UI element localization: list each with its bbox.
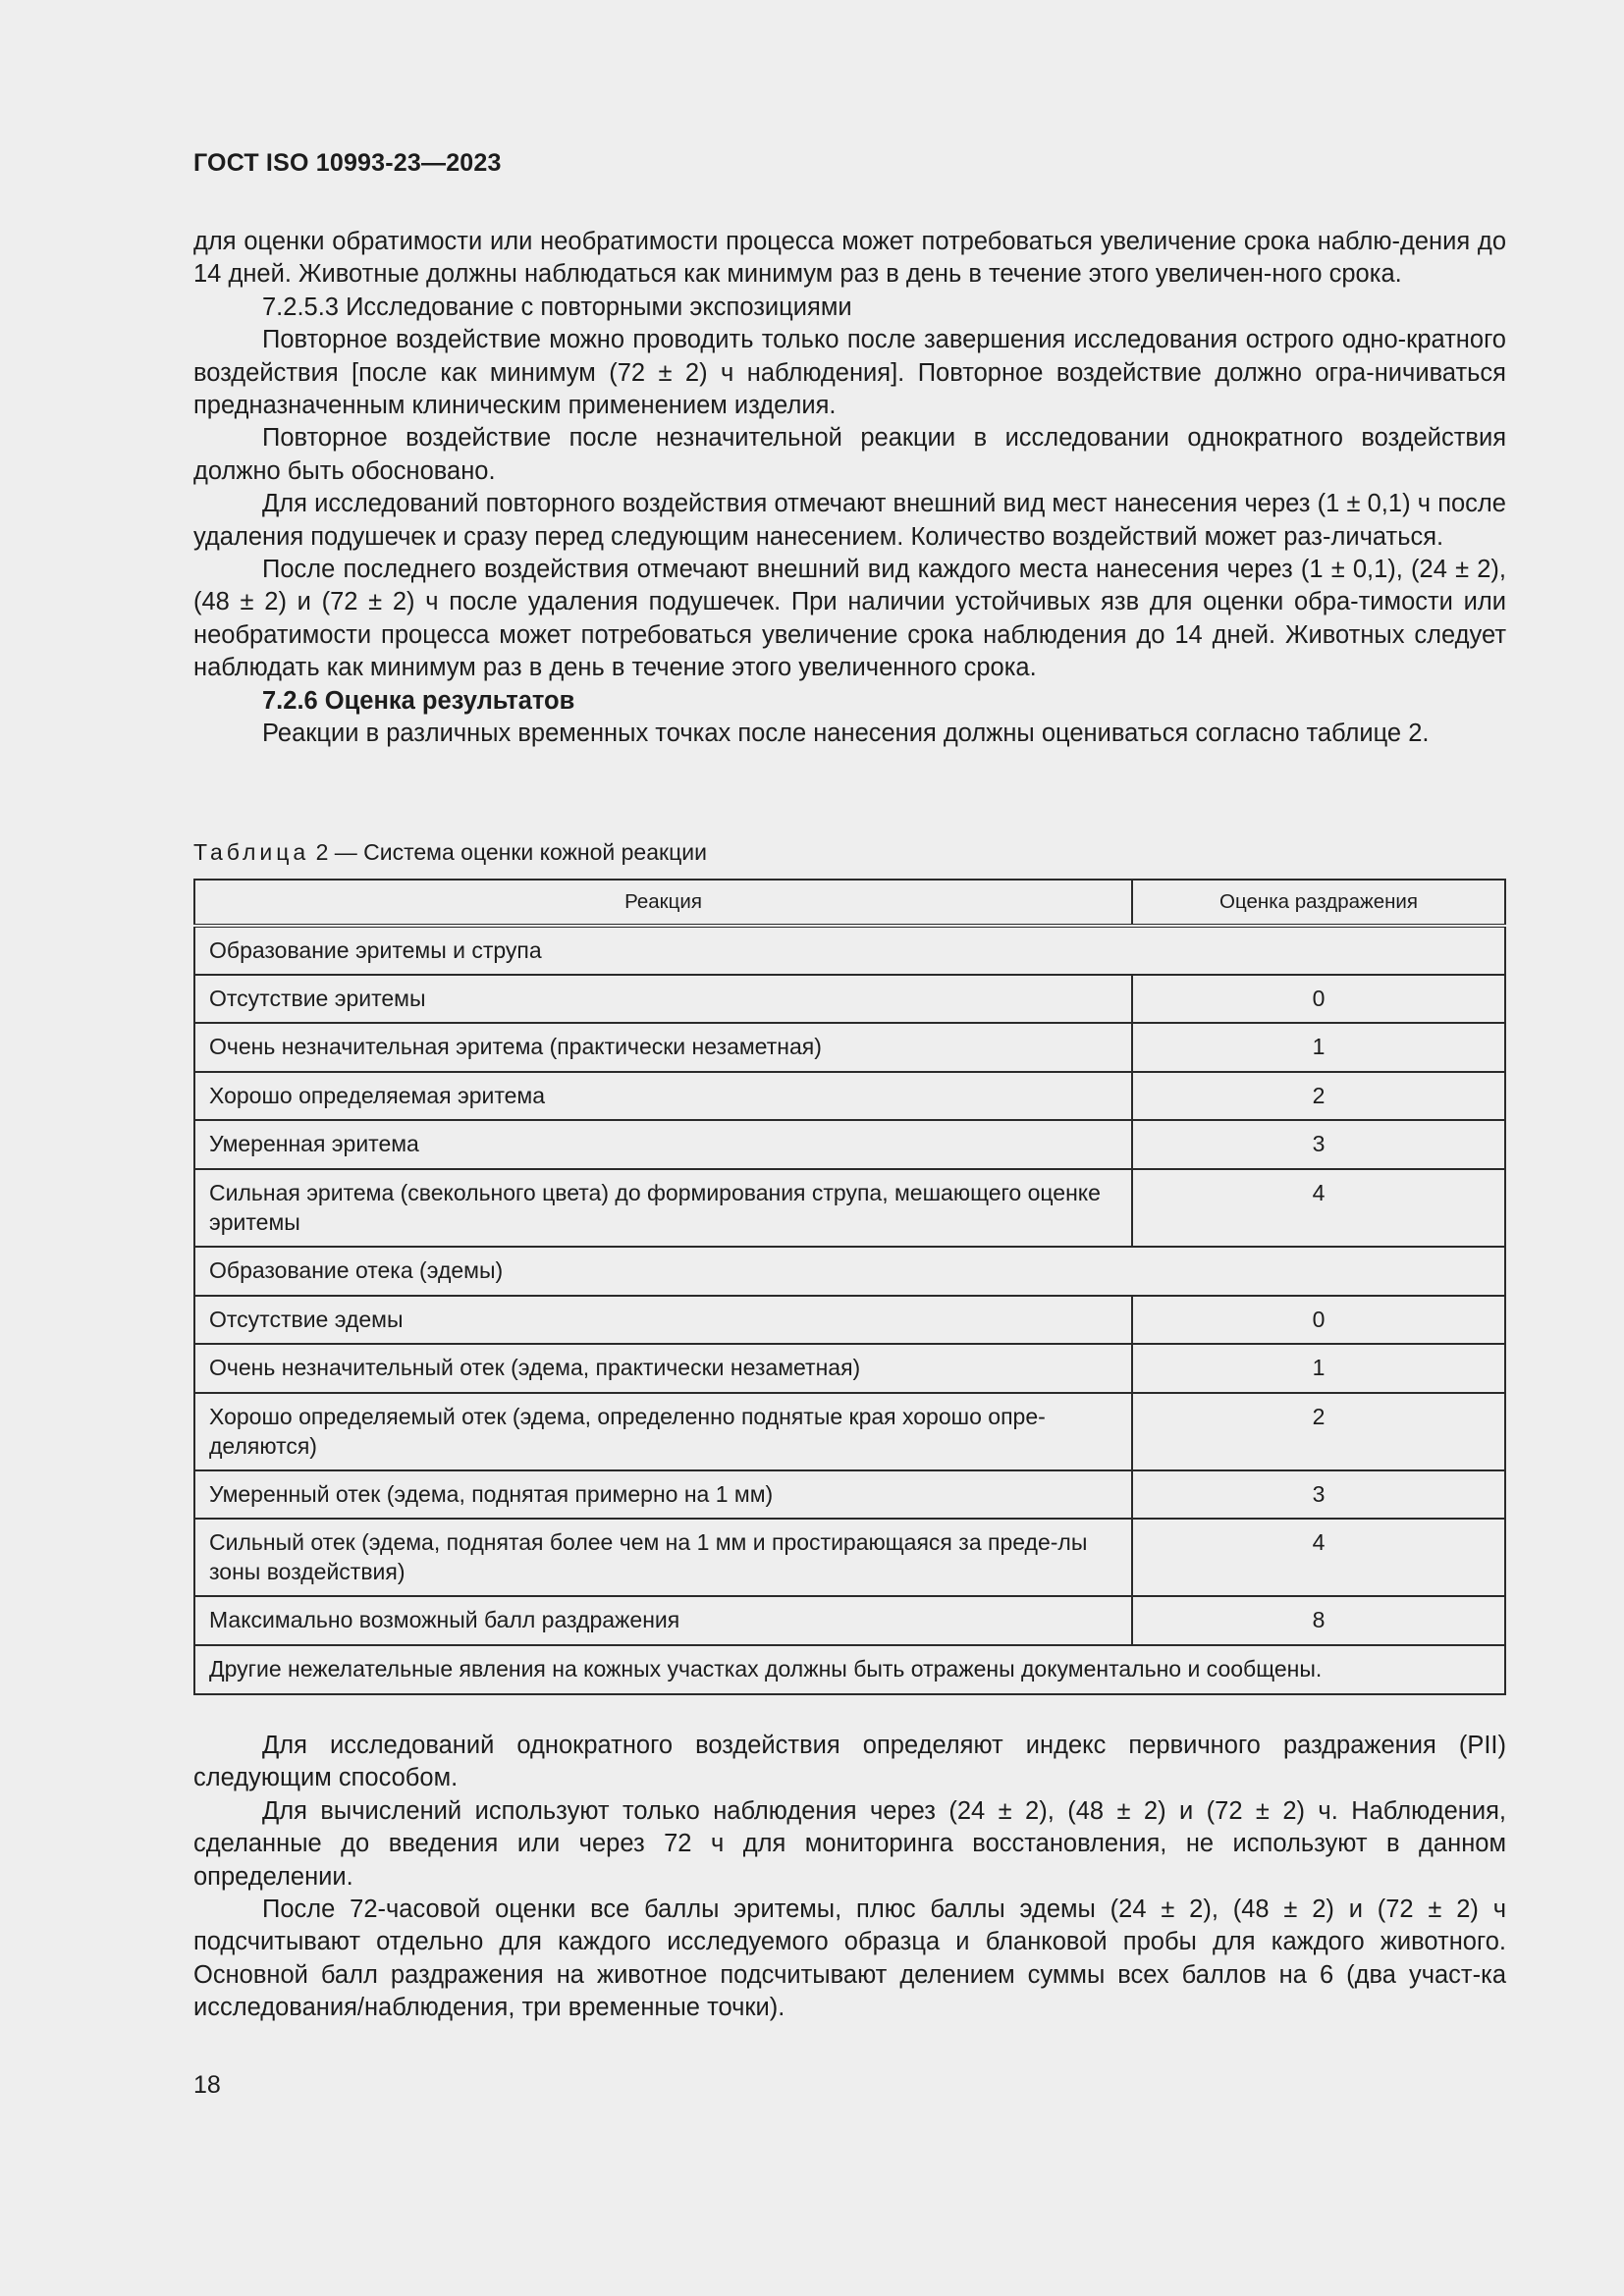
- score-cell: 1: [1132, 1023, 1505, 1072]
- paragraph: После последнего воздействия отмечают внешний вид каждого места нанесения через (1 ± 0,1), (24 ± 2), (48 ± 2) и (72 ± 2) ч после удаления подушечек. При наличии устойчивых язв для оценки обра-тимости или необратимости процесса может потребоваться увеличение срока наблюдения до 14 дней. Животных следует наблюдать как минимум раз в день в течение этого увеличенного срока.: [193, 556, 1506, 682]
- table-footer-row: [194, 1645, 1505, 1694]
- reaction-cell: Умеренная эритема: [194, 1120, 1132, 1169]
- paragraph: Для исследований однократного воздействия определяют индекс первичного раздражения (PII) следующим способом.: [193, 1732, 1506, 1792]
- reaction-cell: Отсутствие эритемы: [194, 975, 1132, 1024]
- score-cell: 4: [1132, 1169, 1505, 1247]
- table-caption: [193, 837, 707, 867]
- table-group-row: [194, 1247, 1505, 1296]
- reaction-cell: Очень незначительный отек (эдема, практически незаметная): [194, 1344, 1132, 1393]
- table-row: [194, 1393, 1505, 1470]
- table-row: [194, 1072, 1505, 1121]
- table-row: [194, 1169, 1505, 1247]
- table-header-row: [194, 880, 1505, 926]
- table-row: [194, 1519, 1505, 1596]
- section-heading-7-2-5-3: 7.2.5.3 Исследование с повторными экспозициями: [262, 293, 852, 321]
- reaction-cell: Хорошо определяемый отек (эдема, определенно поднятые края хорошо опре-деляются): [194, 1393, 1132, 1470]
- paragraph: Повторное воздействие можно проводить только после завершения исследования острого одно-кратного воздействия [после как минимум (72 ± 2) ч наблюдения]. Повторное воздействие должно огра-ничиваться предназначенным клиническим применением изделия.: [193, 326, 1506, 420]
- body-text-top: [193, 226, 1506, 751]
- reaction-cell: Сильная эритема (свекольного цвета) до формирования струпа, мешающего оценке эритемы: [194, 1169, 1132, 1247]
- paragraph: Реакции в различных временных точках после нанесения должны оцениваться согласно таблице 2.: [262, 720, 1430, 748]
- table-row-max-score: [194, 1596, 1505, 1645]
- skin-reaction-scoring-table: [193, 879, 1506, 1695]
- paragraph: Повторное воздействие после незначительной реакции в исследовании однократного воздействия должно быть обосновано.: [193, 424, 1506, 485]
- score-cell: 2: [1132, 1072, 1505, 1121]
- max-score-label: Максимально возможный балл раздражения: [194, 1596, 1132, 1645]
- table-row: [194, 1023, 1505, 1072]
- table-footer-note: Другие нежелательные явления на кожных участках должны быть отражены документально и сообщены.: [194, 1645, 1505, 1694]
- table-row: [194, 1470, 1505, 1520]
- paragraph: Для вычислений используют только наблюдения через (24 ± 2), (48 ± 2) и (72 ± 2) ч. Наблюдения, сделанные до введения или через 72 ч для мониторинга восстановления, не используют в данном определении.: [193, 1796, 1506, 1891]
- table-row: [194, 1120, 1505, 1169]
- score-cell: 2: [1132, 1393, 1505, 1470]
- section-heading-7-2-6: 7.2.6 Оценка результатов: [262, 686, 575, 715]
- table-caption-text: 2 — Система оценки кожной реакции: [315, 839, 707, 865]
- score-cell: 1: [1132, 1344, 1505, 1393]
- max-score-value: 8: [1132, 1596, 1505, 1645]
- table-row: [194, 1344, 1505, 1393]
- paragraph: для оценки обратимости или необратимости процесса может потребоваться увеличение срока наблю-дения до 14 дней. Животные должны наблюдаться как минимум раз в день в течение этого увеличен-ного срока.: [193, 228, 1506, 289]
- group-label-edema: Образование отека (эдемы): [194, 1247, 1505, 1296]
- reaction-cell: Хорошо определяемая эритема: [194, 1072, 1132, 1121]
- column-header-score: Оценка раздражения: [1132, 880, 1505, 926]
- reaction-cell: Сильный отек (эдема, поднятая более чем на 1 мм и простирающаяся за преде-лы зоны воздействия): [194, 1519, 1132, 1596]
- table-caption-label: Таблица: [193, 839, 310, 865]
- paragraph: После 72-часовой оценки все баллы эритемы, плюс баллы эдемы (24 ± 2), (48 ± 2) и (72 ± 2) ч подсчитывают отдельно для каждого исследуемого образца и бланковой пробы для каждого животного. Основной балл раздражения на животное подсчитывают делением суммы всех баллов на 6 (два участ-ка исследования/наблюдения, три временные точки).: [193, 1896, 1506, 2022]
- score-cell: 3: [1132, 1120, 1505, 1169]
- column-header-reaction: Реакция: [194, 880, 1132, 926]
- score-cell: 4: [1132, 1519, 1505, 1596]
- score-cell: 0: [1132, 975, 1505, 1024]
- reaction-cell: Отсутствие эдемы: [194, 1296, 1132, 1345]
- document-header: ГОСТ ISO 10993-23—2023: [193, 149, 502, 177]
- table-group-row: [194, 926, 1505, 975]
- table-row: [194, 1296, 1505, 1345]
- paragraph: Для исследований повторного воздействия отмечают внешний вид мест нанесения через (1 ± 0,1) ч после удаления подушечек и сразу перед следующим нанесением. Количество воздействий может раз-личаться.: [193, 490, 1506, 551]
- group-label-erythema: Образование эритемы и струпа: [194, 926, 1505, 975]
- reaction-cell: Очень незначительная эритема (практически незаметная): [194, 1023, 1132, 1072]
- body-text-bottom: [193, 1730, 1506, 2025]
- score-cell: 3: [1132, 1470, 1505, 1520]
- reaction-cell: Умеренный отек (эдема, поднятая примерно на 1 мм): [194, 1470, 1132, 1520]
- score-cell: 0: [1132, 1296, 1505, 1345]
- page-number: 18: [193, 2071, 221, 2099]
- table-row: [194, 975, 1505, 1024]
